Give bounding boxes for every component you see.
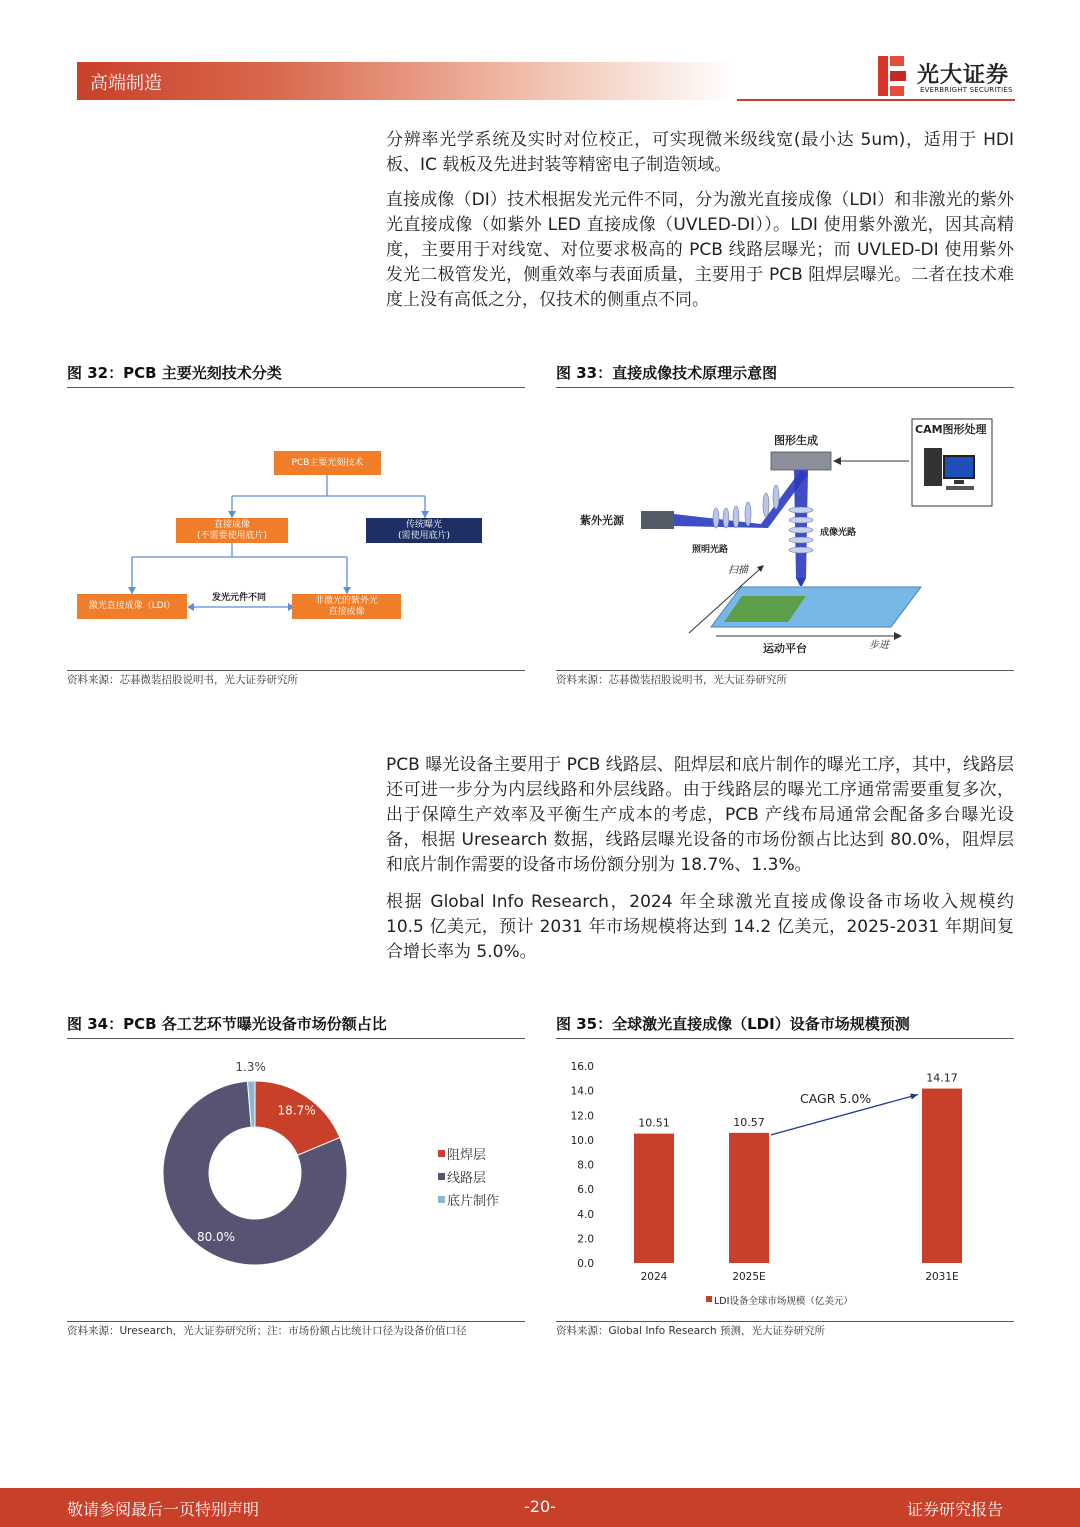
pie-legend-swatch-0: [438, 1150, 445, 1157]
brand-name-en: EVERBRIGHT SECURITIES: [920, 86, 1013, 94]
flow-node-traditional-exposure-label: 传统曝光 (需使用底片): [397, 519, 451, 541]
footer-disclaimer: 敬请参阅最后一页特别声明: [67, 1500, 260, 1519]
pie-data-label-1: 80.0%: [196, 1230, 236, 1245]
cagr-arrowhead: [910, 1093, 918, 1099]
bar-2: [922, 1089, 962, 1263]
di-principle-diagram: [556, 400, 1014, 662]
fig35-title: 图 35：全球激光直接成像（LDI）设备市场规模预测: [556, 1015, 910, 1033]
y-tick-5: 10.0: [570, 1134, 594, 1147]
y-tick-1: 2.0: [577, 1233, 594, 1246]
y-tick-4: 8.0: [577, 1159, 594, 1172]
fig35-source: 资料来源：Global Info Research 预测，光大证券研究所: [556, 1325, 826, 1337]
label-imaging: 成像光路: [820, 528, 857, 538]
fig33-title: 图 33：直接成像技术原理示意图: [556, 364, 778, 382]
brand-name-cn: 光大证券: [917, 63, 1010, 88]
pie-data-label-0: 18.7%: [277, 1103, 316, 1118]
flow-node-direct-imaging-label: 直接成像 (不需要使用底片): [196, 519, 268, 541]
y-tick-2: 4.0: [577, 1208, 594, 1221]
flow-node-non-laser: [292, 594, 401, 619]
pie-legend-item-2: [438, 1190, 499, 1209]
cagr-annotation: CAGR 5.0%: [800, 1091, 872, 1106]
pie-legend-label-1: 线路层: [447, 1171, 487, 1186]
fig34-title: 图 34：PCB 各工艺环节曝光设备市场份额占比: [67, 1015, 387, 1033]
label-cam: CAM图形处理: [915, 423, 987, 436]
label-pattern: 图形生成: [774, 434, 818, 447]
header-rule: [737, 99, 1015, 101]
y-tick-0: 0.0: [577, 1258, 594, 1270]
flow-node-traditional-exposure: [366, 518, 482, 543]
bar-1: [729, 1133, 769, 1263]
y-tick-7: 14.0: [570, 1085, 594, 1098]
pie-legend-item-0: [438, 1144, 486, 1163]
paragraph-1: 分辨率光学系统及实时对位校正，可实现微米级线宽(最小达 5um)，适用于 HDI 板、IC 载板及先进封装等精密电子制造领域。: [386, 130, 1014, 175]
label-scan: 扫描: [728, 565, 748, 576]
label-illumination: 照明光路: [692, 545, 729, 555]
pie-legend-item-1: [438, 1167, 486, 1186]
flow-node-direct-imaging: [176, 518, 288, 543]
fig33-source: 资料来源：芯碁微装招股说明书，光大证券研究所: [556, 674, 787, 686]
section-title: 高端制造: [90, 73, 162, 94]
uv-source: [641, 511, 674, 529]
bar-legend-swatch: [706, 1296, 712, 1302]
y-tick-6: 12.0: [570, 1110, 594, 1123]
y-tick-3: 6.0: [577, 1184, 594, 1197]
flow-node-root-label: PCB主要光刻技术: [291, 457, 364, 468]
fig35-bottom-rule: [556, 1321, 1014, 1322]
pie-legend-label-0: 阻焊层: [447, 1148, 487, 1163]
fig34-bottom-rule: [67, 1321, 525, 1322]
pie-legend-swatch-1: [438, 1173, 445, 1180]
page-number: -20-: [524, 1497, 556, 1516]
bar-value-label-2: 14.17: [926, 1071, 958, 1085]
x-tick-2: 2031E: [925, 1271, 959, 1283]
flow-node-ldi: [77, 594, 187, 619]
label-stage: 运动平台: [763, 642, 807, 655]
everbright-logo-icon: [878, 56, 908, 96]
fig32-source: 资料来源：芯碁微装招股说明书，光大证券研究所: [67, 674, 298, 686]
x-tick-1: 2025E: [732, 1271, 766, 1283]
bar-value-label-0: 10.51: [638, 1116, 670, 1130]
fig32-bottom-rule: [67, 670, 525, 671]
pie-legend-swatch-2: [438, 1196, 445, 1203]
flow-node-root: [274, 451, 381, 475]
bar-value-label-1: 10.57: [733, 1115, 765, 1129]
x-tick-0: 2024: [640, 1271, 668, 1283]
fig33-top-rule: [556, 387, 1014, 388]
y-tick-8: 16.0: [570, 1061, 594, 1073]
paragraph-4: 根据 Global Info Research，2024 年全球激光直接成像设备市场收入规模约 10.5 亿美元，预计 2031 年市场规模将达到 14.2 亿美元，2025-2031 年期间复合增长率为 5.0%。: [386, 892, 1014, 962]
label-uv-source: 紫外光源: [580, 514, 624, 527]
footer-report-type: 证券研究报告: [907, 1500, 1004, 1519]
flow-edge-label: 发光元件不同: [212, 593, 267, 603]
fig32-title: 图 32：PCB 主要光刻技术分类: [67, 364, 282, 382]
paragraph-3: PCB 曝光设备主要用于 PCB 线路层、阻焊层和底片制作的曝光工序，其中，线路层还可进一步分为内层线路和外层线路。由于线路层的曝光工序通常需要重复多次，出于保障生产效率及平衡生产成本的考虑，PCB 产线布局通常会配备多台曝光设备，根据 Uresearch 数据，线路层曝光设备的市场份额占比达到 80.0%，阻焊层和底片制作需要的设备市场份额分别为 18.7%、1.3%。: [386, 755, 1014, 875]
bar-0: [634, 1134, 674, 1263]
pie-legend-label-2: 底片制作: [447, 1194, 500, 1209]
fig34-top-rule: [67, 1038, 525, 1039]
fig35-top-rule: [556, 1038, 1014, 1039]
paragraph-2: 直接成像（DI）技术根据发光元件不同，分为激光直接成像（LDI）和非激光的紫外光直接成像（如紫外 LED 直接成像（UVLED-DI））。LDI 使用紫外激光，因其高精度，主要用于对线宽、对位要求极高的 PCB 线路层曝光；而 UVLED-DI 使用紫外发光二极管发光，侧重效率与表面质量，主要用于 PCB 阻焊层曝光。二者在技术难度上没有高低之分，仅技术的侧重点不同。: [386, 190, 1014, 310]
ldi-market-bar-chart: [556, 1045, 1014, 1317]
fig33-bottom-rule: [556, 670, 1014, 671]
flow-node-ldi-label: 激光直接成像（LDI）: [88, 601, 176, 611]
fig34-source: 资料来源：Uresearch，光大证券研究所；注：市场份额占比统计口径为设备价值口径: [67, 1325, 467, 1337]
pie-data-label-2: 1.3%: [235, 1060, 266, 1075]
pattern-generator: [771, 452, 831, 470]
label-step: 步进: [869, 640, 889, 651]
flow-node-non-laser-label: 非激光的紫外光 直接成像: [314, 595, 378, 617]
header-band: [77, 62, 737, 100]
bar-legend-label: LDI设备全球市场规模（亿美元）: [714, 1296, 853, 1307]
fig32-top-rule: [67, 387, 525, 388]
